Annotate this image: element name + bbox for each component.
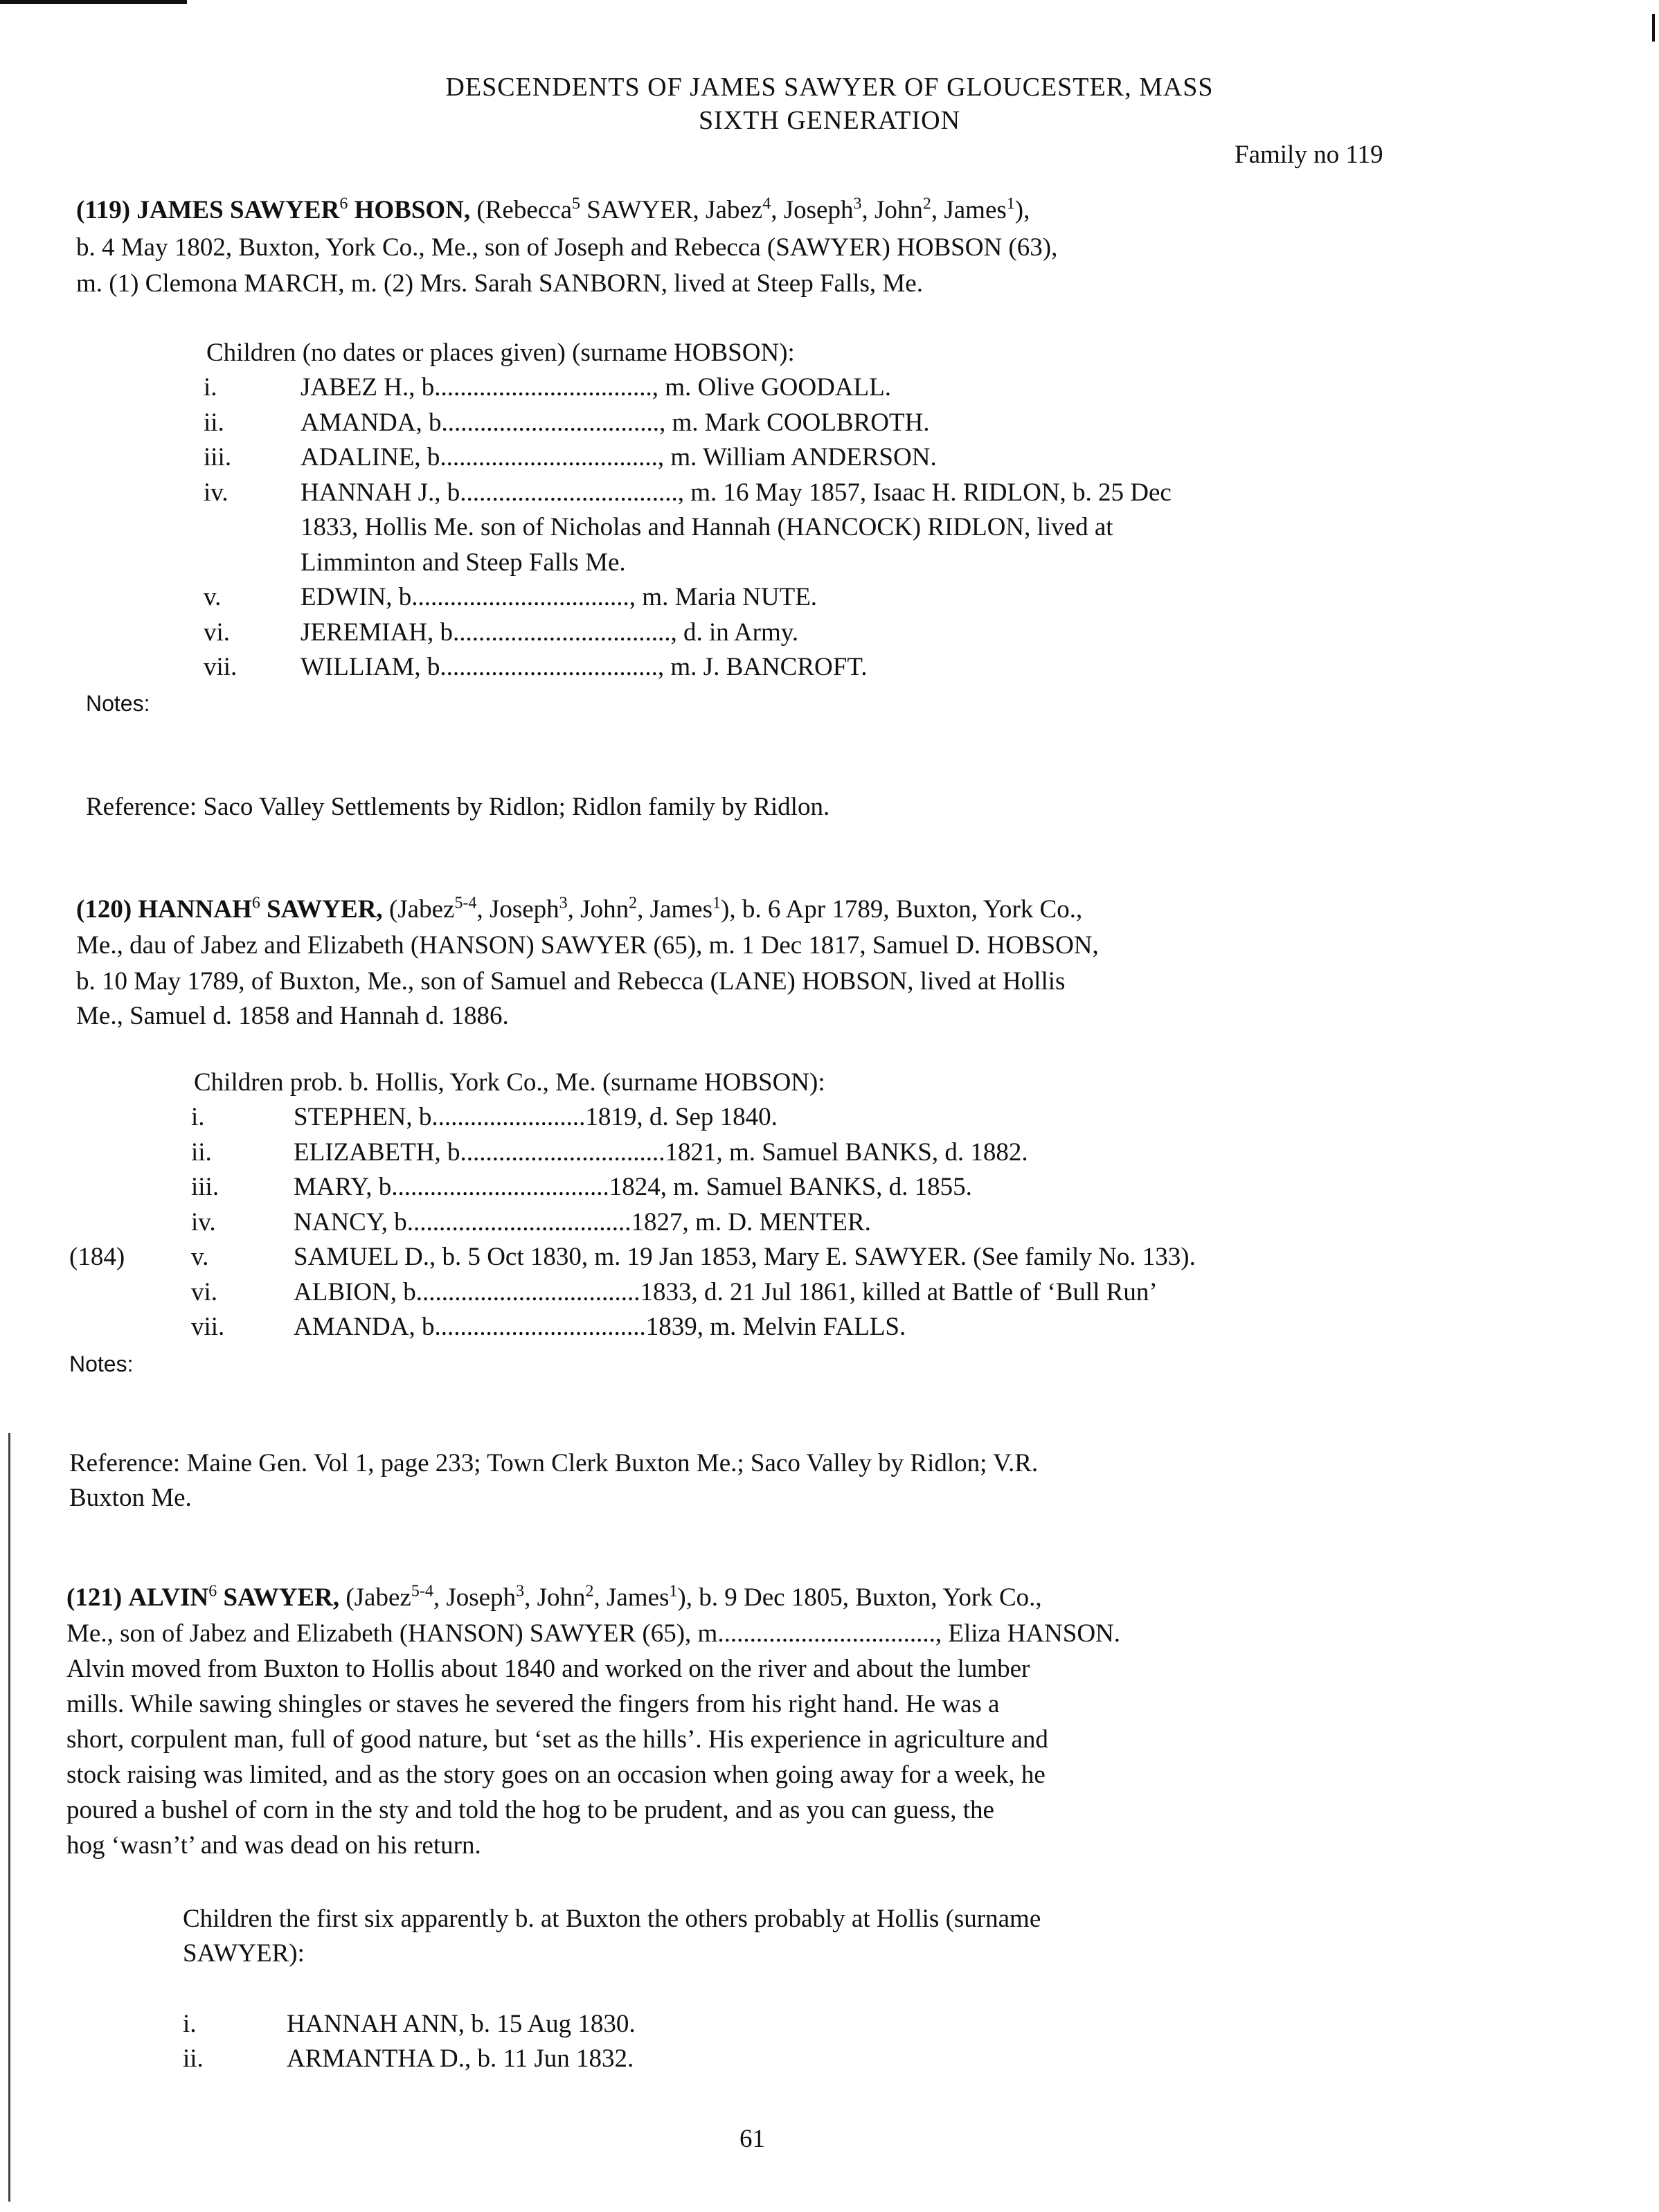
- child-ordinal: ii.: [204, 408, 224, 437]
- child-entry: AMANDA, b.................................., m. Mark COOLBROTH.: [301, 408, 930, 437]
- family-119-name: JAMES SAWYER: [136, 196, 340, 224]
- family-121-children-intro-line1: Children the first six apparently b. at Buxton the others probably at Hollis (surname: [183, 1905, 1041, 1933]
- family-120-number: (120): [76, 895, 132, 924]
- family-121-narrative-line: Alvin moved from Buxton to Hollis about 1840 and worked on the river and about the lumber: [66, 1655, 1030, 1683]
- child-entry: ADALINE, b.................................., m. William ANDERSON.: [301, 443, 937, 471]
- family-120-heading: [76, 892, 1082, 928]
- family-119-ancestry: (Rebecca$^5$ SAWYER, Jabez$^4$, Joseph$^3$, John$^2$, James$^1$),: [470, 195, 1030, 224]
- child-entry: EDWIN, b.................................., m. Maria NUTE.: [301, 583, 818, 611]
- family-121-narrative-line: hog ‘wasn’t’ and was dead on his return.: [66, 1831, 481, 1860]
- family-119-surname: HOBSON,: [348, 196, 471, 224]
- child-ordinal: vi.: [191, 1277, 218, 1306]
- family-119-generation: 6: [339, 195, 348, 213]
- family-121-narrative-line: poured a bushel of corn in the sty and told the hog to be prudent, and as you can guess, the: [66, 1796, 994, 1824]
- family-120-spouse: b. 10 May 1789, of Buxton, Me., son of Samuel and Rebecca (LANE) HOBSON, lived at Hollis: [76, 967, 1066, 996]
- child-entry: ARMANTHA D., b. 11 Jun 1832.: [287, 2044, 634, 2073]
- child-ordinal: iv.: [191, 1207, 216, 1237]
- family-120-notes: Notes:: [69, 1351, 134, 1376]
- child-ordinal: iv.: [204, 478, 228, 507]
- family-121-number: (121): [66, 1583, 123, 1612]
- family-number: Family no 119: [1235, 141, 1383, 169]
- family-121-surname: SAWYER,: [217, 1583, 340, 1612]
- family-120-generation: 6: [251, 894, 260, 912]
- child-ordinal: v.: [191, 1243, 209, 1271]
- page-subtitle: SIXTH GENERATION: [698, 106, 961, 135]
- family-120-ancestry: (Jabez$^{5-4}$, Joseph$^3$, John$^2$, James$^1$), b. 6 Apr 1789, Buxton, York Co.,: [382, 894, 1083, 924]
- page-number: 61: [739, 2125, 765, 2153]
- child-ordinal: v.: [204, 583, 222, 611]
- child-ordinal: i.: [191, 1103, 205, 1131]
- scan-mark-top-left: [0, 0, 187, 4]
- child-ordinal: vii.: [191, 1313, 225, 1341]
- child-entry: MARY, b..................................1824, m. Samuel BANKS, d. 1855.: [294, 1173, 972, 1201]
- family-121-ancestry: (Jabez$^{5-4}$, Joseph$^3$, John$^2$, James$^1$), b. 9 Dec 1805, Buxton, York Co.,: [339, 1582, 1042, 1612]
- family-121-generation: 6: [208, 1582, 217, 1601]
- family-121-narrative-line: stock raising was limited, and as the story goes on an occasion when going away for a week, he: [66, 1761, 1046, 1789]
- family-121-narrative-line: mills. While sawing shingles or staves he severed the fingers from his right hand. He was a: [66, 1690, 1000, 1718]
- family-120-children-intro: Children prob. b. Hollis, York Co., Me. (surname HOBSON):: [194, 1068, 825, 1097]
- family-120-deaths: Me., Samuel d. 1858 and Hannah d. 1886.: [76, 1002, 509, 1030]
- child-entry: JEREMIAH, b.................................., d. in Army.: [301, 618, 799, 647]
- family-119-children-intro: Children (no dates or places given) (surname HOBSON):: [206, 339, 795, 367]
- child-ordinal: i.: [183, 2010, 197, 2038]
- scan-mark-left-edge: [8, 1433, 10, 2202]
- child-ordinal: i.: [204, 373, 217, 402]
- child-entry: SAMUEL D., b. 5 Oct 1830, m. 19 Jan 1853, Mary E. SAWYER. (See family No. 133).: [294, 1243, 1196, 1271]
- child-entry: HANNAH J., b.................................., m. 16 May 1857, Isaac H. RIDLON, b. 25 Dec: [301, 478, 1172, 507]
- child-ordinal: ii.: [191, 1138, 212, 1167]
- family-120-parents: Me., dau of Jabez and Elizabeth (HANSON) SAWYER (65), m. 1 Dec 1817, Samuel D. HOBSON,: [76, 931, 1099, 960]
- child-entry: JABEZ H., b.................................., m. Olive GOODALL.: [301, 373, 892, 402]
- family-121-narrative-line: short, corpulent man, full of good nature, but ‘set as the hills’. His experience in agriculture and: [66, 1725, 1048, 1754]
- child-ordinal: ii.: [183, 2044, 204, 2073]
- child-entry: AMANDA, b.................................1839, m. Melvin FALLS.: [294, 1313, 906, 1341]
- family-120-surname: SAWYER,: [260, 895, 383, 924]
- child-ordinal: iii.: [204, 443, 232, 471]
- child-entry: ELIZABETH, b................................1821, m. Samuel BANKS, d. 1882.: [294, 1138, 1028, 1167]
- family-121-name: ALVIN: [128, 1583, 209, 1612]
- family-121-heading: [66, 1580, 1042, 1616]
- scan-mark-right-edge: [1652, 14, 1655, 42]
- family-119-notes: Notes:: [86, 691, 150, 716]
- family-121-children-intro-line2: SAWYER):: [183, 1939, 305, 1968]
- family-119-heading: [76, 192, 1030, 228]
- family-121-narrative-line: Me., son of Jabez and Elizabeth (HANSON) SAWYER (65), m.................................., Eliza HANSON.: [66, 1619, 1121, 1648]
- child-ordinal: vi.: [204, 618, 231, 647]
- child-entry: HANNAH ANN, b. 15 Aug 1830.: [287, 2010, 636, 2038]
- child-entry: ALBION, b...................................1833, d. 21 Jul 1861, killed at Battle of ‘Bull Run’: [294, 1277, 1158, 1306]
- page-title: DESCENDENTS OF JAMES SAWYER OF GLOUCESTER, MASS: [445, 73, 1214, 102]
- child-entry: NANCY, b...................................1827, m. D. MENTER.: [294, 1207, 871, 1237]
- family-119-number: (119): [76, 196, 131, 224]
- family-120-name: HANNAH: [138, 895, 252, 924]
- child-entry: STEPHEN, b........................1819, d. Sep 1840.: [294, 1103, 778, 1131]
- family-120-reference-line1: Reference: Maine Gen. Vol 1, page 233; Town Clerk Buxton Me.; Saco Valley by Ridlon; V.R.: [69, 1449, 1039, 1477]
- family-119-marriage: m. (1) Clemona MARCH, m. (2) Mrs. Sarah SANBORN, lived at Steep Falls, Me.: [76, 269, 923, 298]
- child-ordinal: iii.: [191, 1173, 219, 1201]
- child-ordinal: vii.: [204, 653, 237, 681]
- child-family-ref: (184): [69, 1243, 125, 1271]
- family-120-reference-line2: Buxton Me.: [69, 1484, 192, 1512]
- child-entry: WILLIAM, b.................................., m. J. BANCROFT.: [301, 653, 868, 681]
- child-entry: Limminton and Steep Falls Me.: [301, 548, 626, 577]
- family-119-birth: b. 4 May 1802, Buxton, York Co., Me., son of Joseph and Rebecca (SAWYER) HOBSON (63),: [76, 233, 1058, 262]
- family-119-reference: Reference: Saco Valley Settlements by Ridlon; Ridlon family by Ridlon.: [86, 793, 830, 821]
- child-entry: 1833, Hollis Me. son of Nicholas and Hannah (HANCOCK) RIDLON, lived at: [301, 513, 1113, 541]
